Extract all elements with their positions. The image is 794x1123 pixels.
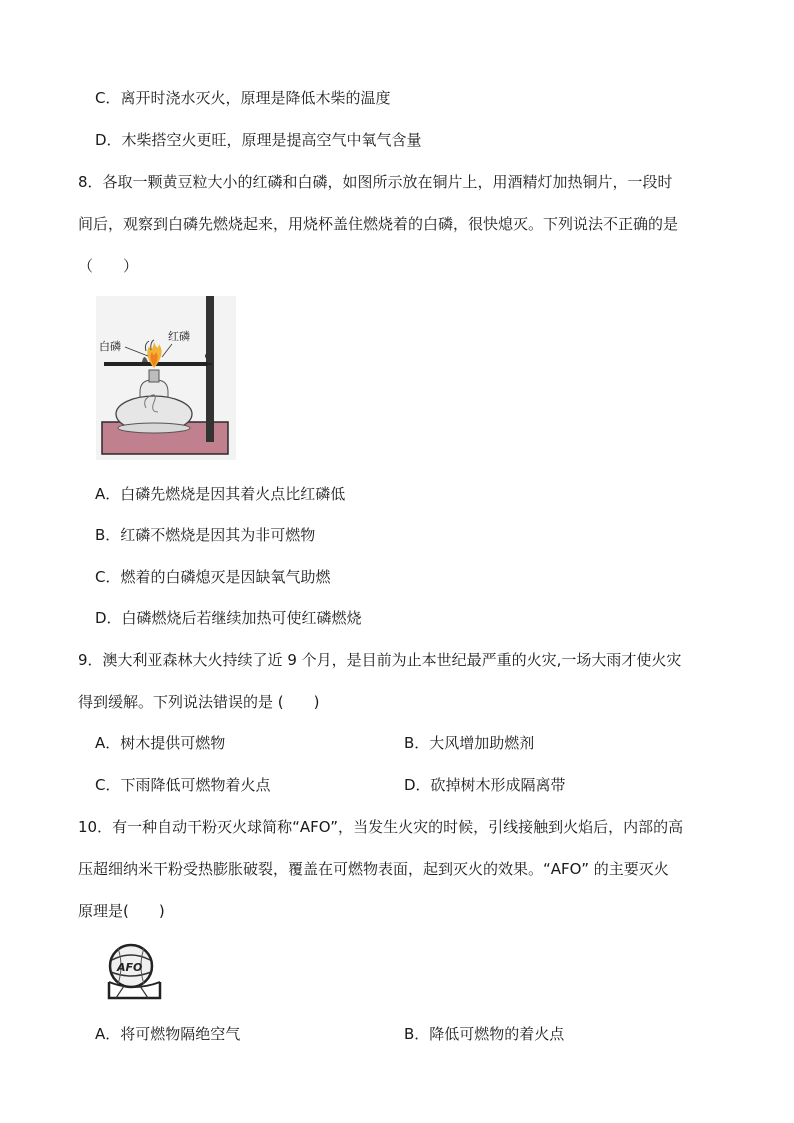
q10-option-a: A．将可燃物隔绝空气	[95, 1025, 241, 1043]
q8-option-d: D．白磷燃烧后若继续加热可使红磷燃烧	[95, 609, 362, 627]
q10-stem-line-1: 10．有一种自动干粉灭火球简称“AFO”，当发生火灾的时候，引线接触到火焰后，内部的高	[78, 818, 684, 836]
q8-option-b: B．红磷不燃烧是因其为非可燃物	[95, 526, 316, 544]
q9-option-d: D．砍掉树木形成隔离带	[404, 776, 566, 794]
label-red-phosphorus: 红磷	[168, 330, 190, 343]
q10-option-b: B．降低可燃物的着火点	[404, 1025, 565, 1043]
afo-ball-figure	[104, 938, 164, 1004]
option-d-top: D．木柴搭空火更旺，原理是提高空气中氧气含量	[95, 131, 422, 149]
q8-stem-line-3: （ ）	[78, 257, 139, 275]
label-white-phosphorus: 白磷	[99, 340, 121, 353]
q10-stem-line-2: 压超细纳米干粉受热膨胀破裂，覆盖在可燃物表面，起到灭火的效果。“AFO” 的主要灭火	[78, 860, 669, 878]
burner-experiment-figure	[96, 296, 236, 460]
option-c-top: C．离开时浇水灭火，原理是降低木柴的温度	[95, 89, 391, 107]
q9-option-a: A．树木提供可燃物	[95, 734, 226, 752]
afo-extinguisher-ball-illustration	[104, 938, 164, 1004]
q9-option-c: C．下雨降低可燃物着火点	[95, 776, 271, 794]
q9-option-b: B．大风增加助燃剂	[404, 734, 535, 752]
burner-experiment-illustration	[96, 296, 236, 460]
q8-stem-line-2: 间后，观察到白磷先燃烧起来，用烧杯盖住燃烧着的白磷，很快熄灭。下列说法不正确的是	[78, 215, 679, 233]
q9-stem-line-1: 9．澳大利亚森林大火持续了近 9 个月，是目前为止本世纪最严重的火灾,一场大雨才使火灾	[78, 651, 682, 669]
q10-stem-line-3: 原理是( )	[78, 902, 165, 920]
afo-logo-text: AFO	[117, 961, 143, 974]
q8-option-c: C．燃着的白磷熄灭是因缺氧气助燃	[95, 568, 331, 586]
q8-option-a: A．白磷先燃烧是因其着火点比红磷低	[95, 485, 346, 503]
q8-stem-line-1: 8．各取一颗黄豆粒大小的红磷和白磷，如图所示放在铜片上，用酒精灯加热铜片，一段时	[78, 173, 673, 191]
q9-stem-line-2: 得到缓解。下列说法错误的是 ( )	[78, 693, 320, 711]
